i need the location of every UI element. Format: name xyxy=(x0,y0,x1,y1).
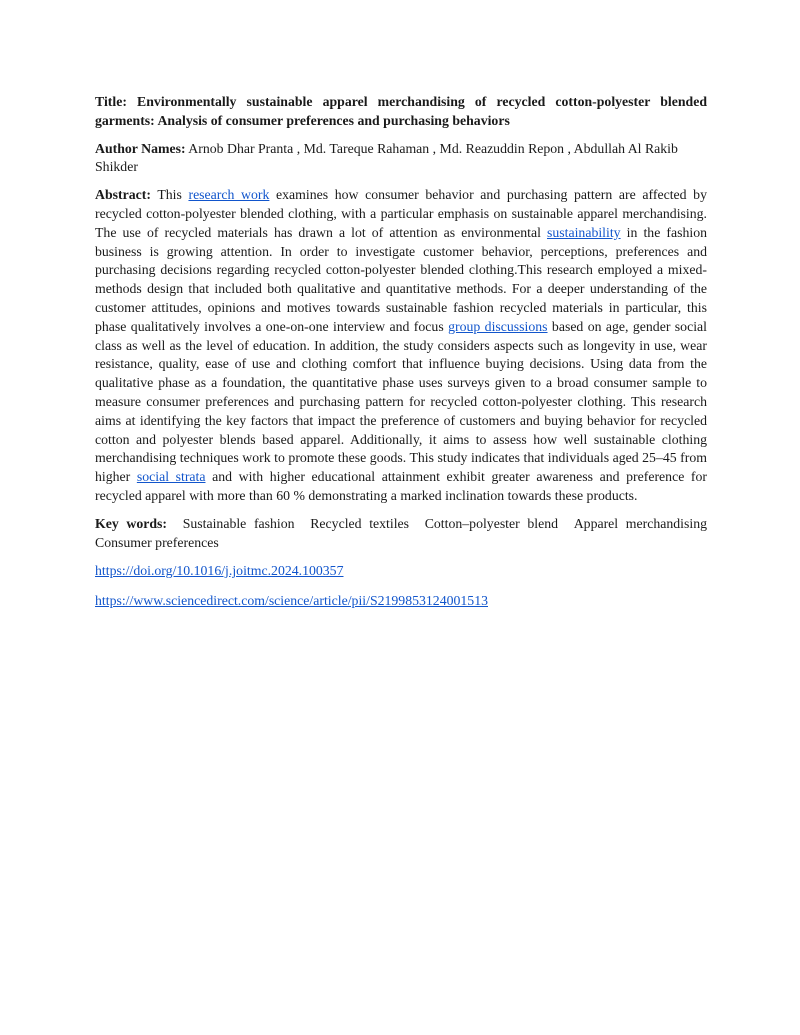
link-sustainability[interactable]: sustainability xyxy=(547,224,621,240)
link-social-strata[interactable]: social strata xyxy=(136,469,206,485)
sciencedirect-link[interactable]: https://www.sciencedirect.com/science/article/pii/S2199853124001513 xyxy=(95,593,488,609)
doi-link[interactable]: https://doi.org/10.1016/j.joitmc.2024.100357 xyxy=(95,563,344,579)
keywords-paragraph xyxy=(95,515,707,553)
paper-title: Environmentally sustainable apparel merchandising of recycled cotton-polyester blended garments: Analysis of consumer preferences and purchasing behaviors xyxy=(95,94,708,128)
link-group-discussions[interactable]: group discussions xyxy=(448,318,548,334)
abstract-paragraph xyxy=(95,186,707,506)
abstract-label: Abstract: xyxy=(95,187,151,203)
abstract-text-4: based on age, gender social class as well as the level of education. In addition, the study considers aspects such as longevity in use, wear resistance, quality, ease of use and clothing comfort that influence buying decisions. Using data from the qualitative phase as a foundation, the quantitative phase uses surveys given to a broad consumer sample to measure consumer preferences and purchasing pattern for recycled cotton-polyester clothing. This research aims at identifying the key factors that impact the preference of customers and buying behavior for recycled cotton and polyester blends based apparel. Additionally, it aims to assess how well sustainable clothing merchandising techniques work to promote these goods. This study indicates that individuals aged 25–45 from higher xyxy=(95,318,707,485)
abstract-text-1: This xyxy=(157,187,182,203)
keyword: Sustainable fashion xyxy=(182,515,295,531)
link-research-work[interactable]: research work xyxy=(188,187,270,203)
authors-paragraph xyxy=(95,140,707,178)
document-page xyxy=(95,93,707,622)
keyword: Consumer preferences xyxy=(95,534,219,550)
abstract-text-3: in the fashion business is growing attention. In order to investigate customer behavior, perceptions, preferences and purchasing decisions regarding recycled cotton-polyester blended clothing.This research employed a mixed-methods design that included both qualitative and quantitative methods. For a deeper understanding of the customer attitudes, opinions and motives towards sustainable fashion recycled materials in particular, this phase qualitatively involves a one-on-one interview and focus xyxy=(95,224,708,334)
title-paragraph xyxy=(95,93,707,131)
links-section xyxy=(95,562,707,611)
abstract-text-2: examines how consumer behavior and purchasing pattern are affected by recycled cotton-polyester blended clothing, with a particular emphasis on sustainable apparel merchandising. The use of recycled materials has drawn a lot of attention as environmental xyxy=(95,187,707,240)
authors-label: Author Names: xyxy=(95,140,186,156)
keyword: Recycled textiles xyxy=(310,515,410,531)
keyword: Cotton–polyester blend xyxy=(424,515,559,531)
keywords-label: Key words: xyxy=(95,515,168,531)
keyword: Apparel merchandising xyxy=(573,515,708,531)
author-names: Arnob Dhar Pranta , Md. Tareque Rahaman , Md. Reazuddin Repon , Abdullah Al Rakib Shikder xyxy=(95,140,678,175)
abstract-text-5: and with higher educational attainment exhibit greater awareness and preference for recycled apparel with more than 60 % demonstrating a marked inclination towards these products. xyxy=(95,469,707,503)
title-label: Title: xyxy=(95,94,127,109)
